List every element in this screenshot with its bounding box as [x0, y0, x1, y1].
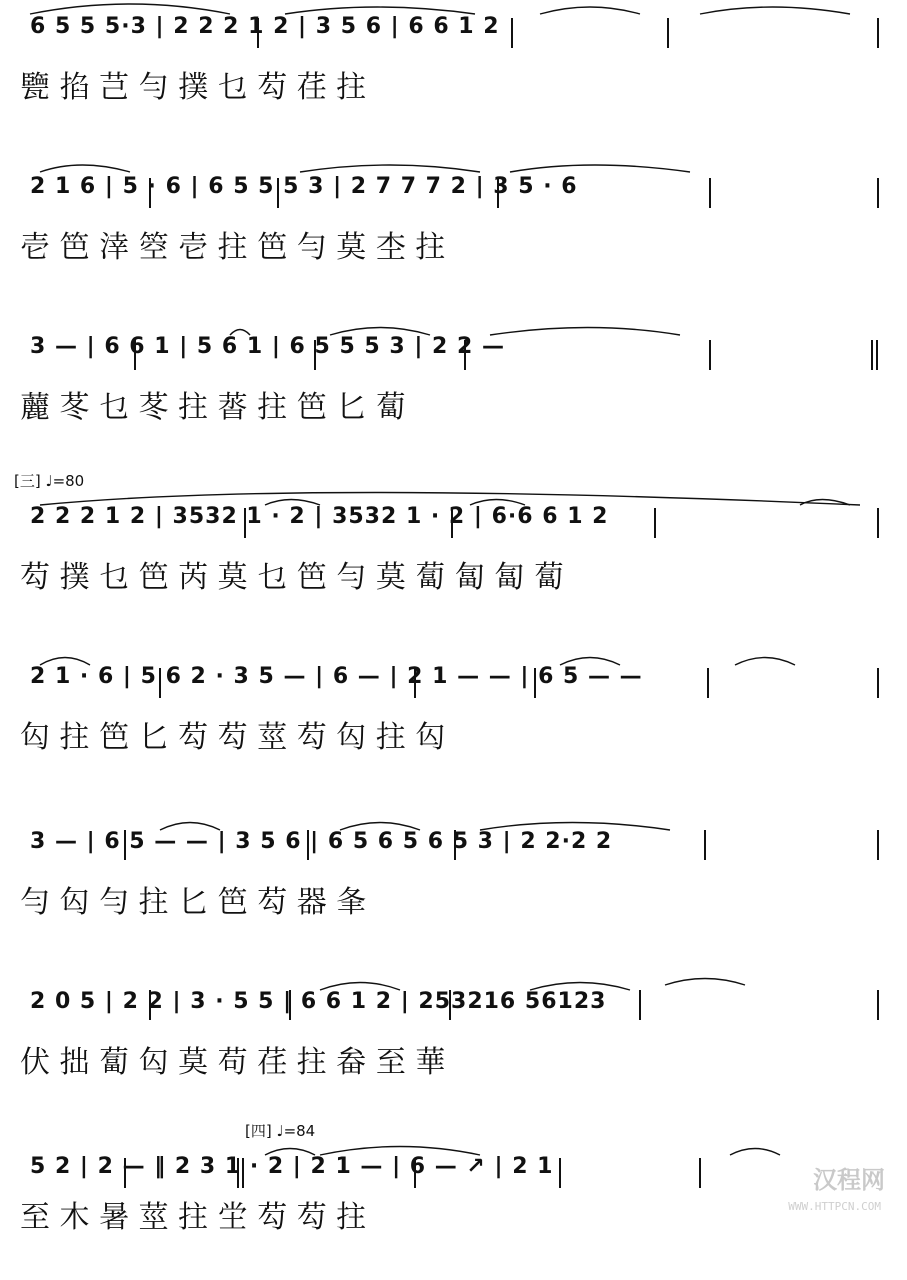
jianzi-line: 至 木 暑 莖 拄 坣 芶 芶 拄 [20, 1200, 367, 1235]
jianzi-line: 匃 拄 笆 匕 芶 芶 莖 芶 匃 拄 匃 [20, 720, 446, 755]
notation-line: 2 1 · 6 | 5 6 2 · 3 5 — | 6 — | 2 1 — — | 6 5 — — [30, 664, 643, 689]
notation-line: 6 5 5 5·3 | 2 2 2 1 2 | 3 5 6 | 6 6 1 2 [30, 14, 500, 39]
watermark-logo: 汉程网 [813, 1166, 885, 1194]
notation-line: 2 2 2 1 2 | 3532 1 · 2 | 3532 1 · 2 | 6·6 6 1 2 [30, 504, 609, 529]
section-number: [四] [245, 1122, 272, 1140]
jianzi-line: 䕻 苳 乜 苳 拄 䓠 拄 笆 匕 蔔 [20, 390, 406, 425]
jianzi-line: 㽉 掐 芑 勻 撲 乜 芶 荏 拄 [20, 70, 367, 105]
section-number: [三] [14, 472, 41, 490]
notation-line: 3 — | 6 6 1 | 5 6 1 | 6 5 5 5 3 | 2 2 — [30, 334, 505, 359]
watermark-url: WWW.HTTPCN.COM [788, 1200, 881, 1213]
jianzi-line: 芶 撲 乜 笆 芮 莫 乜 笆 勻 莫 蔔 匐 匐 蔔 [20, 560, 564, 595]
notation-line: 5 2 | 2 — ‖ 2 3 1 · 2 | 2 1 — | 6 — ↗ | 2 1 [30, 1154, 554, 1179]
jianzi-line: 伏 拙 蔔 匃 莫 苟 荏 拄 畚 至 華 [20, 1045, 446, 1080]
jianzi-line: 壱 笆 涬 箜 壱 拄 笆 勻 莫 杢 拄 [20, 230, 446, 265]
jianzi-line: 勻 匃 勻 拄 匕 笆 芶 器 夆 [20, 885, 367, 920]
notation-line: 3 — | 6 5 — — | 3 5 6 | 6 5 6 5 6 5 3 | 2 2·2 2 [30, 829, 613, 854]
notation-line: 2 0 5 | 2 2 | 3 · 5 5 | 6 6 1 2 | 253216 56123 [30, 989, 607, 1014]
tempo-marking: ♩=84 [276, 1122, 316, 1140]
notation-line: 2 1 6 | 5 · 6 | 6 5 5 5 3 | 2 7 7 7 2 | 3 5 · 6 [30, 174, 578, 199]
tempo-marking: ♩=80 [45, 472, 85, 490]
